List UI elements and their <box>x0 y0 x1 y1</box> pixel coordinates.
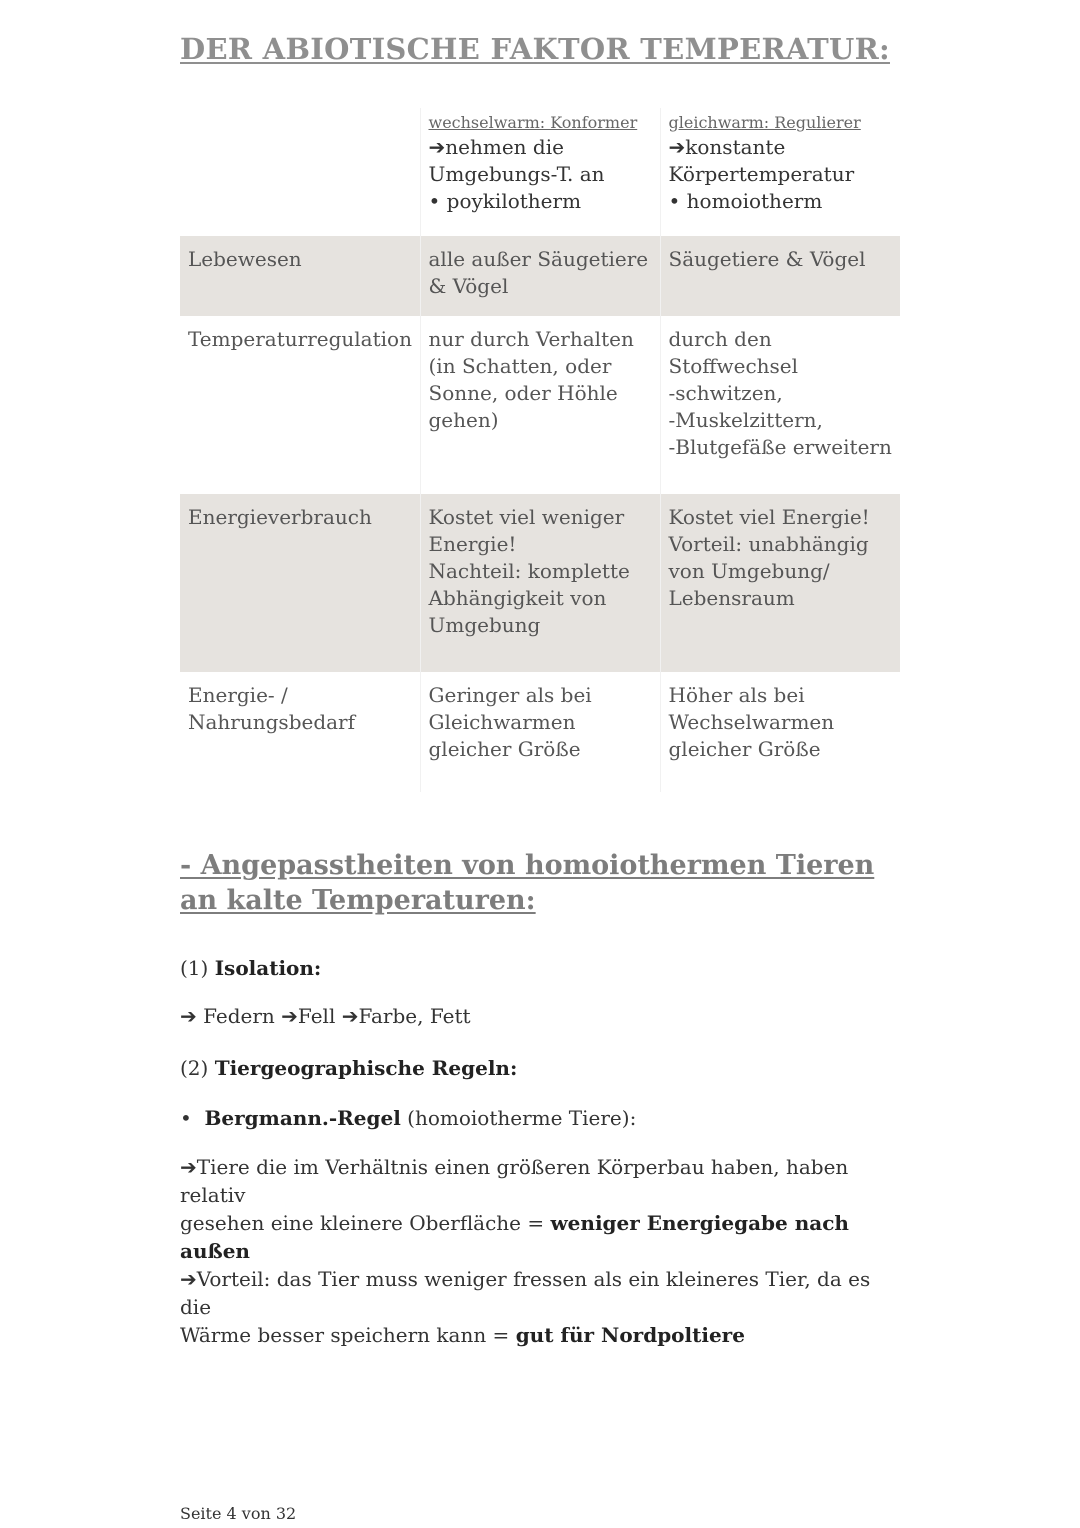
row-label: Temperaturregulation <box>188 327 412 351</box>
isolation-list <box>180 1002 900 1030</box>
para-text: Wärme besser speichern kann = <box>180 1323 516 1347</box>
cell-line: Säugetiere & Vögel <box>668 247 866 271</box>
table-row <box>180 236 900 316</box>
isolation-fell: ➔Fell <box>281 1004 342 1028</box>
cell-line: Wechselwarmen <box>668 710 835 734</box>
cell-line: nur durch Verhalten <box>428 327 634 351</box>
cell-wechselwarm <box>420 494 660 672</box>
cell-line: Geringer als bei <box>428 683 592 707</box>
bullet-dot: • <box>180 1106 192 1130</box>
cell-line: Stoffwechsel <box>668 354 799 378</box>
table-header-row <box>180 108 900 236</box>
cell-line: durch den <box>668 327 772 351</box>
header-line: ➔nehmen die <box>428 135 564 159</box>
table-row <box>180 672 900 792</box>
para-line <box>180 1209 900 1265</box>
para-text: gesehen eine kleinere Oberfläche = <box>180 1211 551 1235</box>
cell-line: gleicher Größe <box>668 737 821 761</box>
cell-line: alle außer Säugetiere <box>428 247 649 271</box>
cell-line: Sonne, oder Höhle <box>428 381 618 405</box>
header-line: Umgebungs-T. an <box>428 162 605 186</box>
cell-gleichwarm <box>660 494 900 672</box>
row-label-line: Nahrungsbedarf <box>188 710 356 734</box>
cell-line: Höher als bei <box>668 683 805 707</box>
cell-line: Vorteil: unabhängig <box>668 532 869 556</box>
cell-line: Lebensraum <box>668 586 795 610</box>
item-title: Tiergeographische Regeln: <box>214 1056 518 1080</box>
section-heading: - Angepasstheiten von homoiothermen Tieren an kalte Temperaturen: <box>180 850 875 916</box>
item-number: (2) <box>180 1056 209 1080</box>
table-header-empty <box>180 108 420 236</box>
cell-line: Kostet viel weniger <box>428 505 625 529</box>
table-header-gleichwarm <box>660 108 900 236</box>
bergmann-explanation <box>180 1153 900 1349</box>
table-row <box>180 316 900 494</box>
item-title: Isolation: <box>214 956 322 980</box>
row-label: Energieverbrauch <box>180 494 420 672</box>
cell-gleichwarm <box>660 672 900 792</box>
para-bold: weniger Energiegabe nach außen <box>180 1211 849 1263</box>
para-bold: gut für Nordpoltiere <box>515 1323 745 1347</box>
cell-line: Energie! <box>428 532 517 556</box>
isolation-farbe-fett: ➔Farbe, Fett <box>341 1004 471 1028</box>
cell-line: gehen) <box>428 408 499 432</box>
cell-line: Abhängigkeit von <box>428 586 607 610</box>
bullet-bold: Bergmann.-Regel <box>204 1106 401 1130</box>
cell-gleichwarm <box>660 236 900 316</box>
cell-line: gleicher Größe <box>428 737 581 761</box>
comparison-table <box>180 108 900 792</box>
cell-line: von Umgebung/ <box>668 559 830 583</box>
bergmann-rule-bullet <box>180 1104 900 1132</box>
cell-wechselwarm <box>420 316 660 494</box>
isolation-federn: ➔ Federn <box>180 1004 282 1028</box>
para-line: ➔Tiere die im Verhältnis einen größeren Körperbau haben, haben relativ <box>180 1155 849 1207</box>
table-header-wechselwarm <box>420 108 660 236</box>
cell-line: Gleichwarmen <box>428 710 576 734</box>
cell-line: & Vögel <box>428 274 509 298</box>
cell-line: Nachteil: komplette <box>428 559 630 583</box>
para-line: ➔Vorteil: das Tier muss weniger fressen als ein kleineres Tier, da es die <box>180 1267 871 1319</box>
cell-wechselwarm <box>420 672 660 792</box>
item-number: (1) <box>180 956 209 980</box>
bullet-rest: (homoiotherme Tiere): <box>400 1106 637 1130</box>
item-isolation <box>180 954 900 982</box>
cell-line: (in Schatten, oder <box>428 354 612 378</box>
cell-line: -Blutgefäße erweitern <box>668 435 892 459</box>
row-label <box>180 672 420 792</box>
header-line: ➔konstante <box>668 135 786 159</box>
header-label: gleichwarm: Regulierer <box>668 113 861 132</box>
header-label: wechselwarm: Konformer <box>428 113 638 132</box>
header-line: • poykilotherm <box>428 189 582 213</box>
cell-gleichwarm <box>660 316 900 494</box>
cell-line: -Muskelzittern, <box>668 408 823 432</box>
row-label: Lebewesen <box>180 236 420 316</box>
cell-line: -schwitzen, <box>668 381 783 405</box>
header-line: Körpertemperatur <box>668 162 855 186</box>
item-tiergeographische-regeln <box>180 1054 900 1082</box>
para-line <box>180 1321 900 1349</box>
cell-line: Kostet viel Energie! <box>668 505 870 529</box>
table-row <box>180 494 900 672</box>
row-label-line: Energie- / <box>188 683 288 707</box>
cell-wechselwarm <box>420 236 660 316</box>
cell-line: Umgebung <box>428 613 541 637</box>
page-number: Seite 4 von 32 <box>180 1504 297 1523</box>
header-line: • homoiotherm <box>668 189 823 213</box>
page-title: DER ABIOTISCHE FAKTOR TEMPERATUR: <box>180 32 890 66</box>
